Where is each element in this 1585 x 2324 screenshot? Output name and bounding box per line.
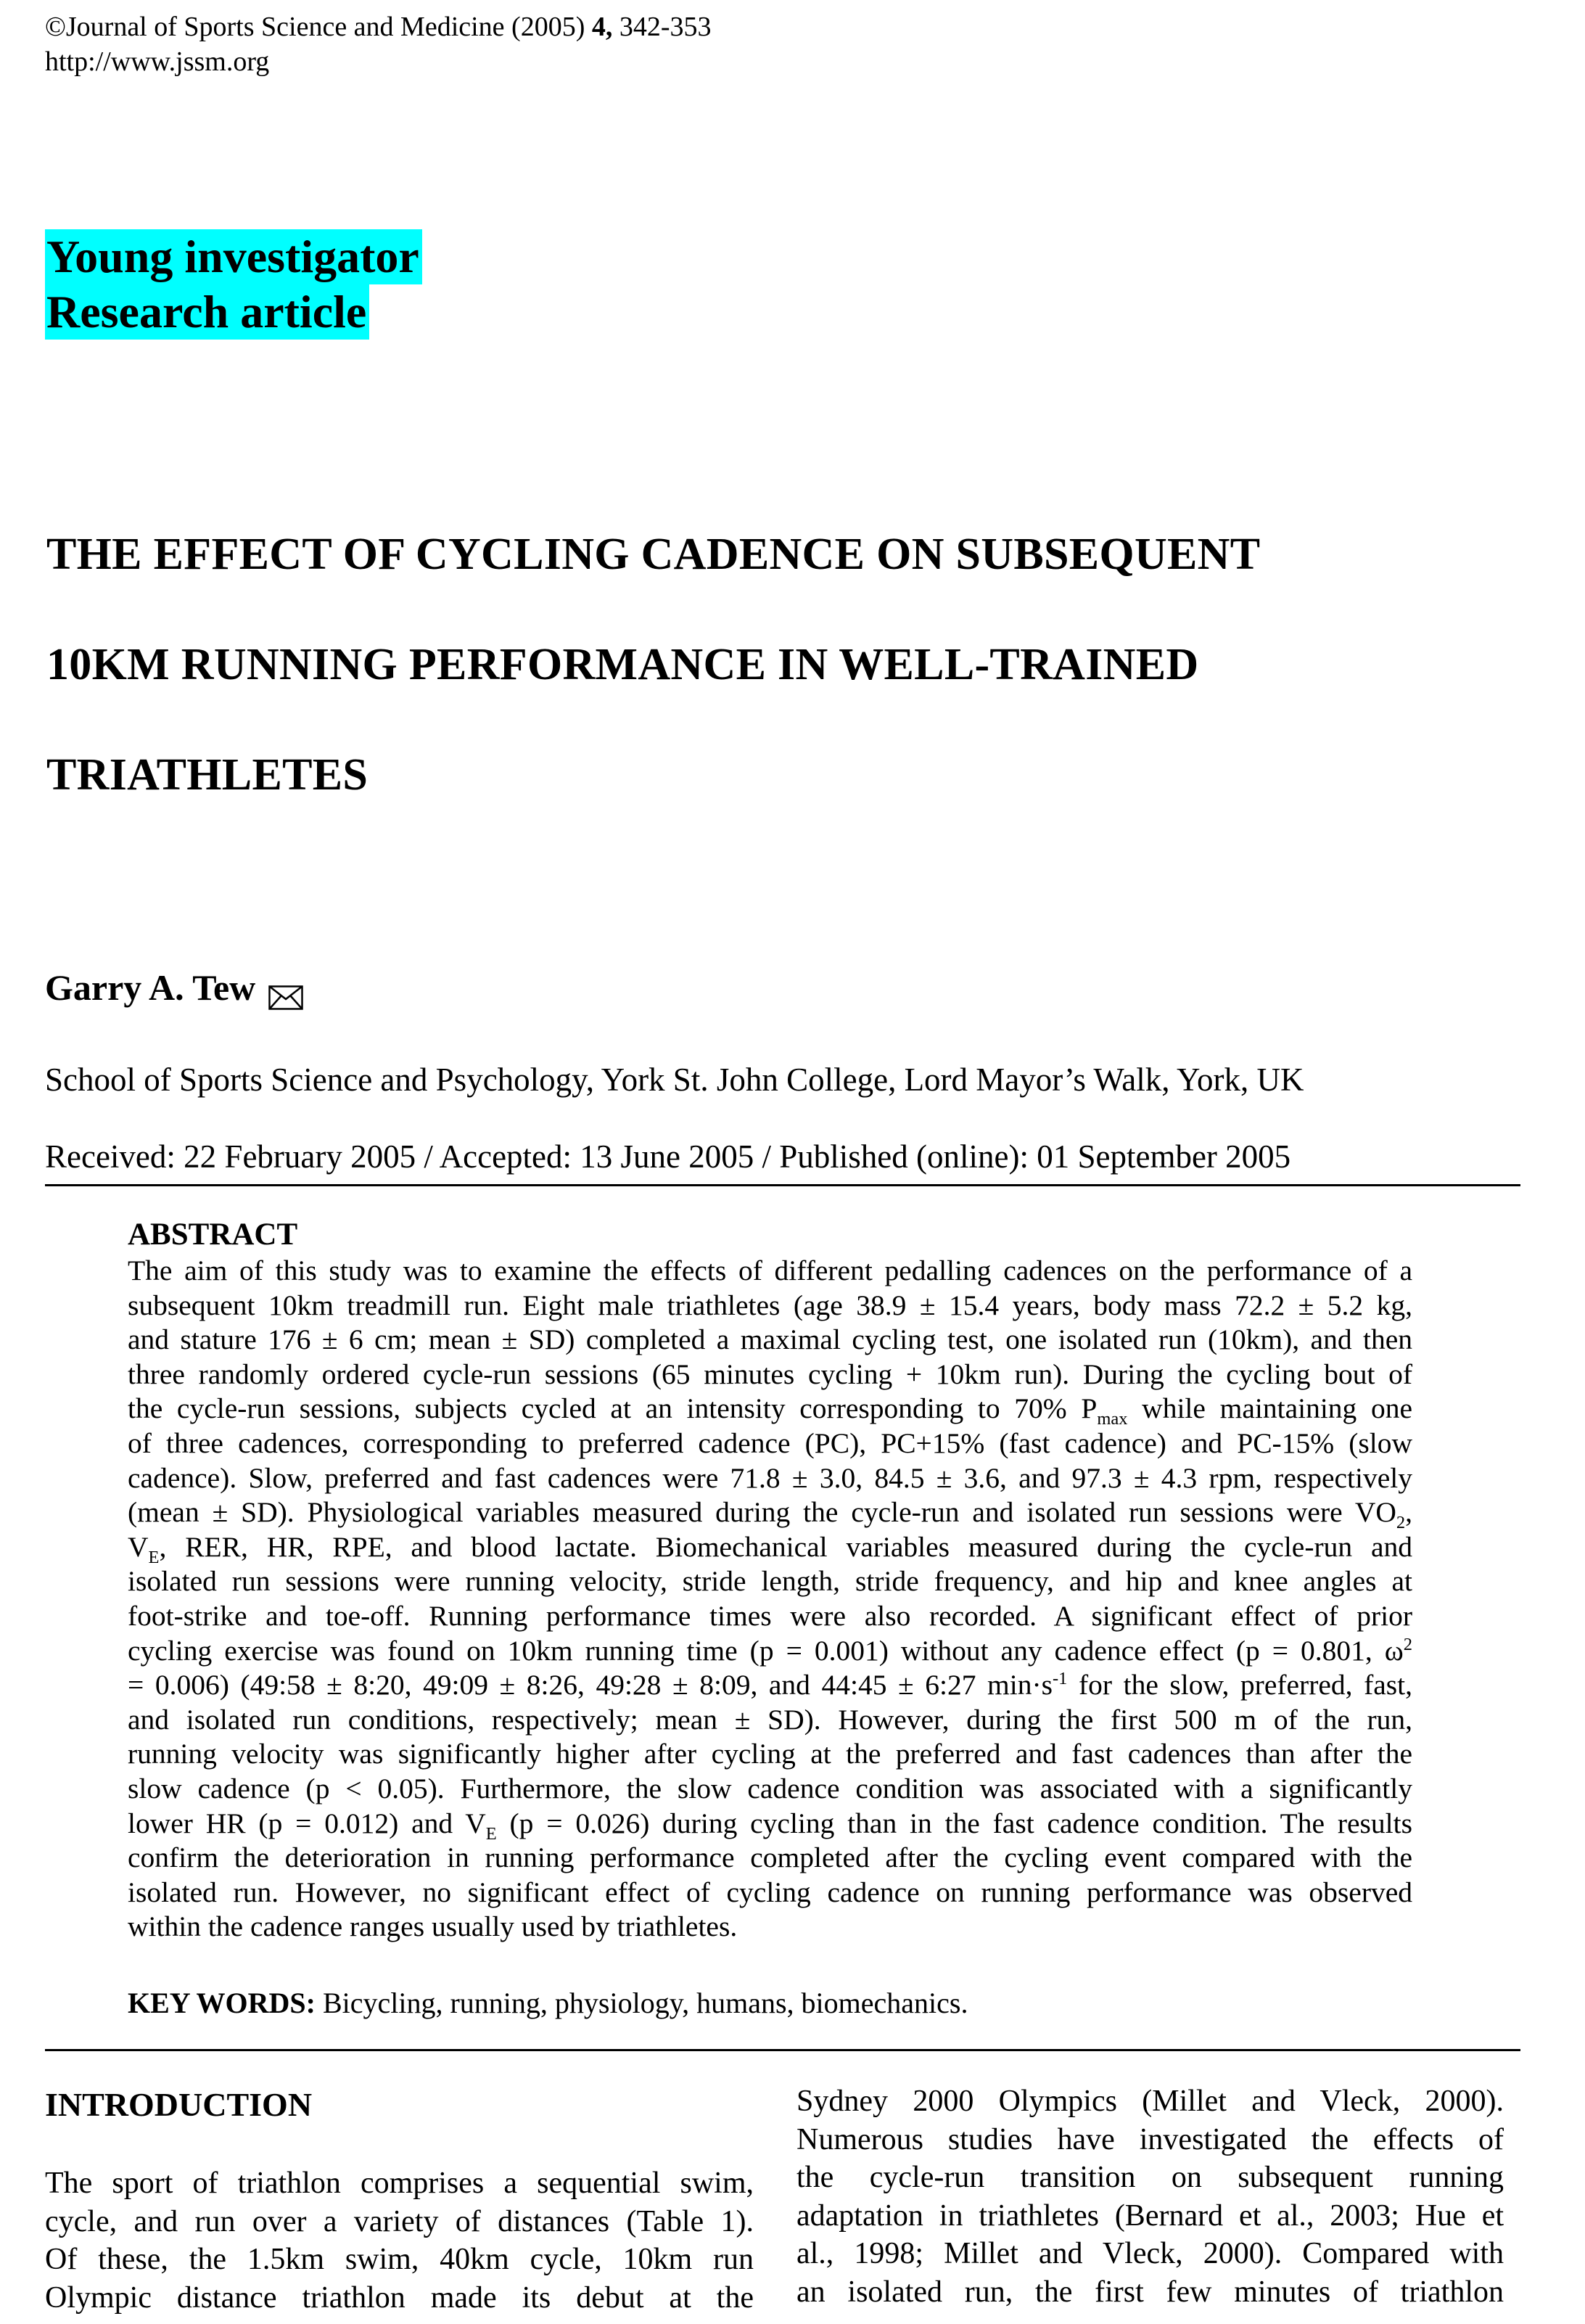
introduction-line: Sydney 2000 Olympics (Millet and Vleck, 2000).	[796, 2085, 1504, 2118]
journal-name: ©Journal of Sports Science and Medicine (2005)	[45, 12, 592, 42]
journal-citation	[45, 10, 712, 44]
subscript: E	[148, 1547, 160, 1567]
abstract-line: = 0.006) (49:58 ± 8:20, 49:09 ± 8:26, 49:28 ± 8:09, and 44:45 ± 6:27 $\min\cdot s^{-1}$ for the slow, preferred, fast,	[128, 1668, 1412, 1701]
introduction-line: Of these, the 1.5km swim, 40km cycle, 10km run	[45, 2243, 754, 2276]
abstract-line: isolated run. However, no significant effect of cycling cadence on running performance was observed	[128, 1876, 1412, 1908]
publication-dates: Received: 22 February 2005 / Accepted: 13 June 2005 / Published (online): 01 September 2005	[45, 1138, 1291, 1175]
keywords	[128, 1985, 968, 2021]
introduction-line: cycle, and run over a variety of distances (Table 1).	[45, 2204, 754, 2238]
title-line-3: TRIATHLETES	[46, 750, 369, 800]
keywords-label: KEY WORDS:	[128, 1987, 316, 2019]
keywords-text: Bicycling, running, physiology, humans, biomechanics.	[315, 1987, 968, 2019]
introduction-line: al., 1998; Millet and Vleck, 2000). Compared with	[796, 2237, 1504, 2270]
abstract-line: and stature 176 ± 6 cm; mean ± SD) completed a maximal cycling test, one isolated run (10km), and then	[128, 1323, 1412, 1356]
abstract-line: $V_E$, RER, HR, RPE, and blood lactate. Biomechanical variables measured during the cycle-run and	[128, 1530, 1412, 1567]
abstract-line: cycling exercise was found on 10km running time (p = 0.001) without any cadence effect (p = 0.801, $\omega^2$	[128, 1634, 1412, 1667]
title-line-2: 10KM RUNNING PERFORMANCE IN WELL-TRAINED	[46, 640, 1199, 689]
introduction-line: Numerous studies have investigated the effects of	[796, 2122, 1504, 2156]
title-line-1: THE EFFECT OF CYCLING CADENCE ON SUBSEQUENT	[46, 530, 1261, 579]
abstract-line: lower HR (p = 0.012) and $V_E$ (p = 0.026) during cycling than in the fast cadence condition. The results	[128, 1807, 1412, 1844]
introduction-left-column	[45, 2164, 754, 2317]
journal-url[interactable]: http://www.jssm.org	[45, 46, 270, 77]
introduction-heading: INTRODUCTION	[45, 2086, 313, 2123]
abstract-heading: ABSTRACT	[128, 1218, 298, 1252]
abstract-line: slow cadence (p < 0.05). Furthermore, the slow cadence condition was associated with a significantly	[128, 1772, 1412, 1804]
subscript: max	[1097, 1409, 1128, 1429]
subscript: E	[485, 1823, 497, 1844]
abstract-text	[128, 1254, 1412, 1945]
abstract-line: confirm the deterioration in running performance completed after the cycling event compared with the	[128, 1841, 1412, 1874]
abstract-line: the cycle-run sessions, subjects cycled at an intensity corresponding to 70% $P_{max}$ while maintaining one	[128, 1392, 1412, 1429]
journal-volume: 4,	[591, 12, 613, 42]
email-envelope-icon[interactable]	[268, 975, 303, 1000]
superscript: -1	[1053, 1668, 1068, 1688]
superscript: 2	[1403, 1634, 1412, 1654]
introduction-line: The sport of triathlon comprises a sequential swim,	[45, 2167, 754, 2200]
abstract-line: (mean ± SD). Physiological variables measured during the cycle-run and isolated run sessions were $VO_2$,	[128, 1496, 1412, 1533]
introduction-line: adaptation in triathletes (Bernard et al., 2003; Hue et	[796, 2198, 1504, 2233]
author-line	[45, 965, 303, 1010]
abstract-line: of three cadences, corresponding to preferred cadence (PC), PC+15% (fast cadence) and PC-15% (slow	[128, 1426, 1412, 1459]
abstract-line: cadence). Slow, preferred and fast cadences were 71.8 ± 3.0, 84.5 ± 3.6, and 97.3 ± 4.3 rpm, respectively	[128, 1461, 1412, 1494]
author-name: Garry A. Tew	[45, 967, 256, 1008]
author-affiliation: School of Sports Science and Psychology, York St. John College, Lord Mayor’s Walk, York, UK	[45, 1062, 1304, 1098]
abstract-line: isolated run sessions were running velocity, stride length, stride frequency, and hip and knee angles at	[128, 1565, 1412, 1598]
abstract-line: within the cadence ranges usually used by triathletes.	[128, 1910, 738, 1943]
subscript: 2	[1396, 1513, 1406, 1533]
abstract-line: subsequent 10km treadmill run. Eight male triathletes (age 38.9 ± 15.4 years, body mass 72.2 ± 5.2 kg,	[128, 1289, 1412, 1321]
introduction-right-column	[796, 2082, 1504, 2311]
abstract-divider	[45, 2049, 1520, 2051]
abstract-line: running velocity was significantly higher after cycling at the preferred and fast cadences than after the	[128, 1738, 1412, 1770]
introduction-line: the cycle-run transition on subsequent running	[796, 2161, 1504, 2194]
abstract-line: The aim of this study was to examine the effects of different pedalling cadences on the performance of a	[128, 1255, 1412, 1286]
abstract-line: foot-strike and toe-off. Running performance times were also recorded. A significant effect of prior	[128, 1599, 1412, 1632]
journal-pages: 342-353	[612, 12, 712, 42]
introduction-line: an isolated run, the first few minutes of triathlon	[796, 2275, 1504, 2309]
header-divider	[45, 1184, 1520, 1186]
introduction-line: Olympic distance triathlon made its debut at the	[45, 2280, 754, 2315]
section-tag-young-investigator: Young investigator	[45, 229, 422, 284]
abstract-line: and isolated run conditions, respectively; mean ± SD). However, during the first 500 m of the run,	[128, 1703, 1412, 1736]
section-tag-research-article: Research article	[45, 284, 369, 340]
abstract-line: three randomly ordered cycle-run sessions (65 minutes cycling + 10km run). During the cycling bout of	[128, 1358, 1412, 1390]
